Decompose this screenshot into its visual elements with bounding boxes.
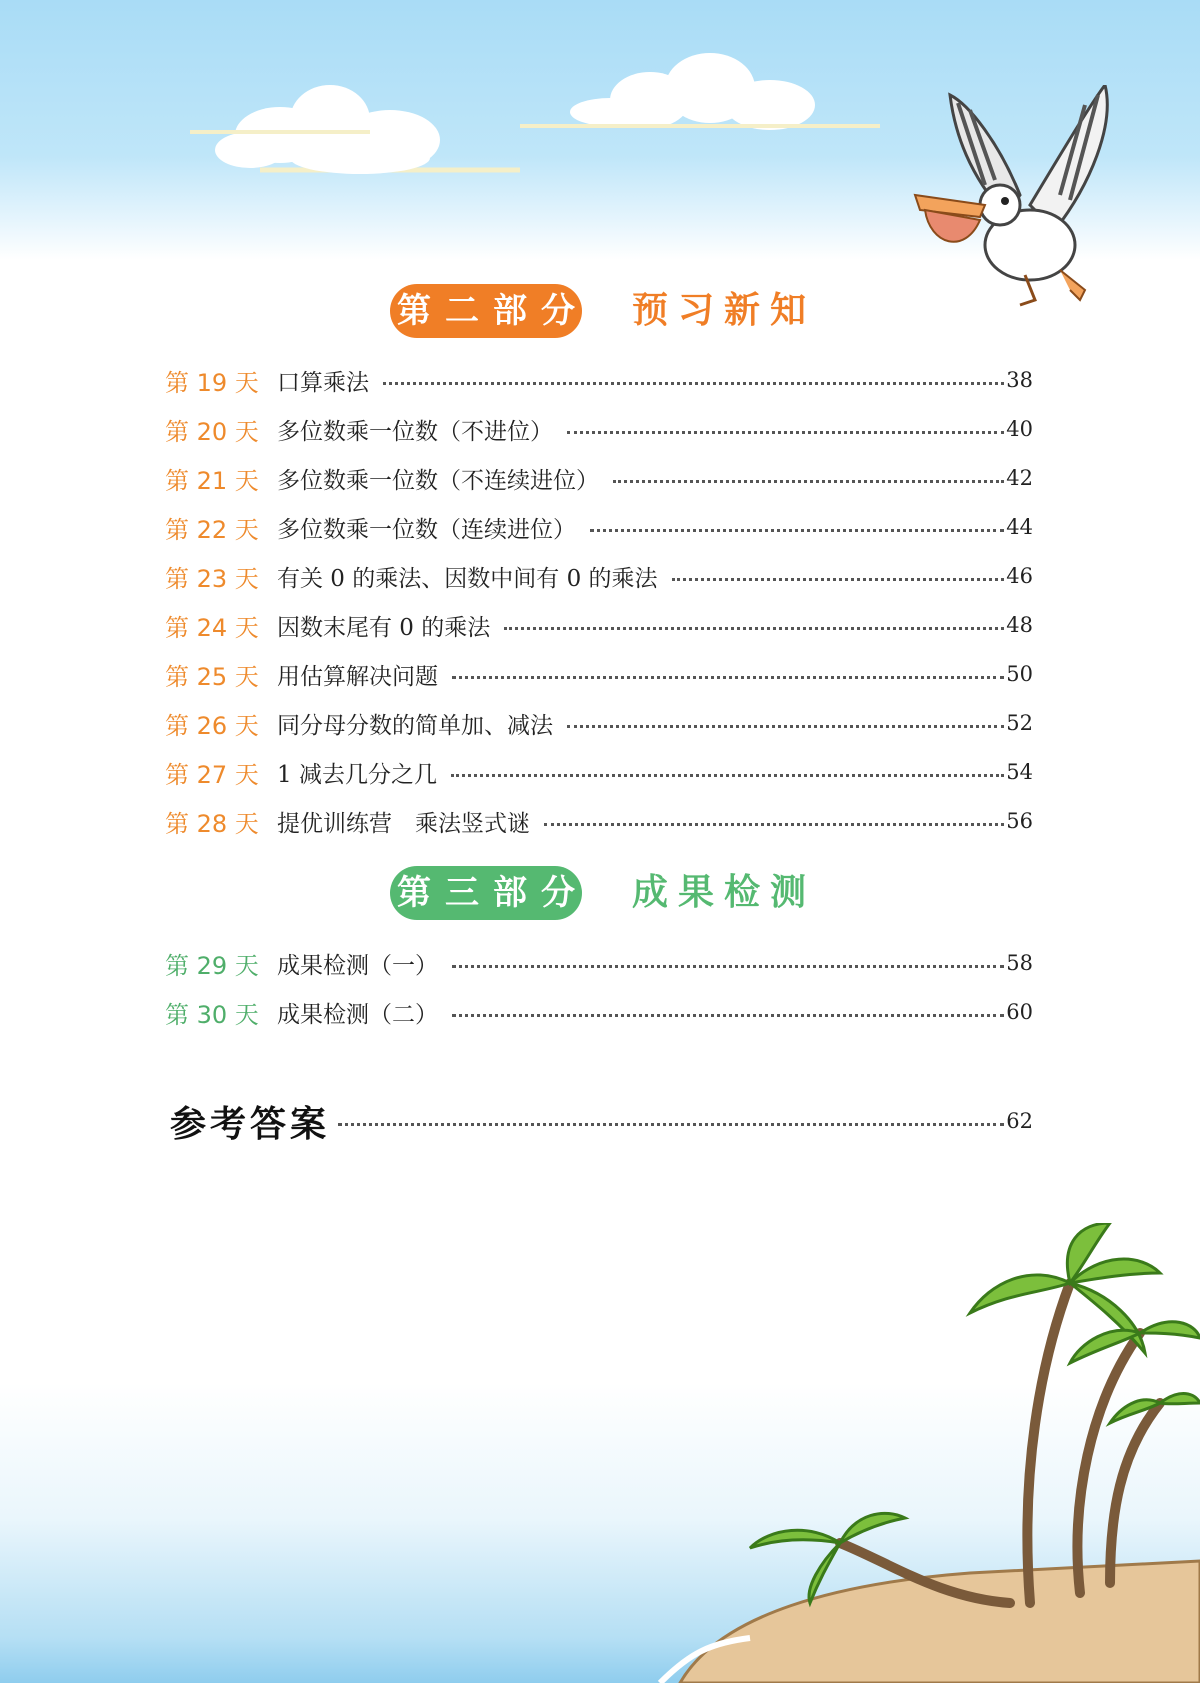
page-number: 44 — [1006, 515, 1033, 539]
dot-leader — [452, 1014, 1004, 1017]
dot-leader — [590, 529, 1004, 532]
toc-entry[interactable] — [165, 605, 1033, 645]
day-label: 第 21 天 — [165, 466, 259, 495]
toc-entry[interactable] — [165, 507, 1033, 547]
page-number: 50 — [1006, 662, 1033, 686]
topic-title: 多位数乘一位数（不进位） — [277, 418, 553, 445]
toc-entry[interactable] — [165, 703, 1033, 743]
day-label: 第 26 天 — [165, 711, 259, 740]
pill-char: 三 — [445, 873, 479, 913]
toc-entry[interactable] — [165, 752, 1033, 792]
topic-title: 多位数乘一位数（连续进位） — [277, 516, 576, 543]
pill-char: 部 — [493, 291, 527, 331]
section-pill — [390, 284, 582, 338]
toc-entry[interactable] — [165, 556, 1033, 596]
dot-leader — [613, 480, 1004, 483]
day-label: 第 20 天 — [165, 417, 259, 446]
palm-tree-icon — [640, 1223, 1200, 1683]
page-number: 54 — [1006, 760, 1033, 784]
topic-title: 1 减去几分之几 — [277, 761, 437, 788]
page-number: 46 — [1006, 564, 1033, 588]
dot-leader — [452, 965, 1004, 968]
page-number: 58 — [1006, 951, 1033, 975]
toc-entry[interactable] — [165, 801, 1033, 841]
day-label: 第 30 天 — [165, 1000, 259, 1029]
toc-entry[interactable] — [165, 409, 1033, 449]
page-number: 42 — [1006, 466, 1033, 490]
topic-title: 同分母分数的简单加、减法 — [277, 712, 553, 739]
section-title: 预习新知 — [632, 290, 817, 331]
page-number: 60 — [1006, 1000, 1033, 1024]
dot-leader — [452, 676, 1004, 679]
topic-title: 因数末尾有 0 的乘法 — [277, 614, 491, 641]
section-header-part2 — [0, 276, 1200, 346]
section-header-part3 — [0, 858, 1200, 928]
page-number: 40 — [1006, 417, 1033, 441]
toc-entry[interactable] — [165, 654, 1033, 694]
day-label: 第 27 天 — [165, 760, 259, 789]
pill-char: 第 — [397, 291, 431, 331]
dot-leader — [338, 1123, 1004, 1126]
topic-title: 成果检测（一） — [277, 952, 438, 979]
page-number: 48 — [1006, 613, 1033, 637]
topic-title: 口算乘法 — [277, 369, 369, 396]
topic-title: 有关 0 的乘法、因数中间有 0 的乘法 — [277, 565, 658, 592]
dot-leader — [383, 382, 1004, 385]
day-label: 第 24 天 — [165, 613, 259, 642]
dot-leader — [544, 823, 1004, 826]
day-label: 第 22 天 — [165, 515, 259, 544]
toc-entry[interactable] — [165, 458, 1033, 498]
dot-leader — [451, 774, 1004, 777]
dot-leader — [672, 578, 1005, 581]
day-label: 第 25 天 — [165, 662, 259, 691]
day-label: 第 28 天 — [165, 809, 259, 838]
page-number: 62 — [1006, 1109, 1033, 1133]
page-number: 52 — [1006, 711, 1033, 735]
day-label: 第 19 天 — [165, 368, 259, 397]
pill-char: 第 — [397, 873, 431, 913]
dot-leader — [567, 431, 1004, 434]
topic-title: 多位数乘一位数（不连续进位） — [277, 467, 599, 494]
pill-char: 二 — [445, 291, 479, 331]
topic-title: 用估算解决问题 — [277, 663, 438, 690]
dot-leader — [567, 725, 1004, 728]
toc-entry-answers[interactable] — [170, 1096, 1033, 1146]
page-number: 56 — [1006, 809, 1033, 833]
day-label: 第 29 天 — [165, 951, 259, 980]
pill-char: 分 — [541, 873, 575, 913]
cloud-icon — [190, 70, 530, 180]
pill-char: 部 — [493, 873, 527, 913]
dot-leader — [504, 627, 1004, 630]
pill-char: 分 — [541, 291, 575, 331]
topic-title: 提优训练营 乘法竖式谜 — [277, 810, 530, 837]
topic-title: 成果检测（二） — [277, 1001, 438, 1028]
toc-entry[interactable] — [165, 943, 1033, 983]
page-number: 38 — [1006, 368, 1033, 392]
toc-entry[interactable] — [165, 992, 1033, 1032]
answers-label: 参考答案 — [170, 1103, 331, 1145]
section-pill — [390, 866, 582, 920]
section-title: 成果检测 — [632, 872, 817, 913]
cloud-icon — [520, 50, 880, 140]
toc-entry[interactable] — [165, 360, 1033, 400]
day-label: 第 23 天 — [165, 564, 259, 593]
